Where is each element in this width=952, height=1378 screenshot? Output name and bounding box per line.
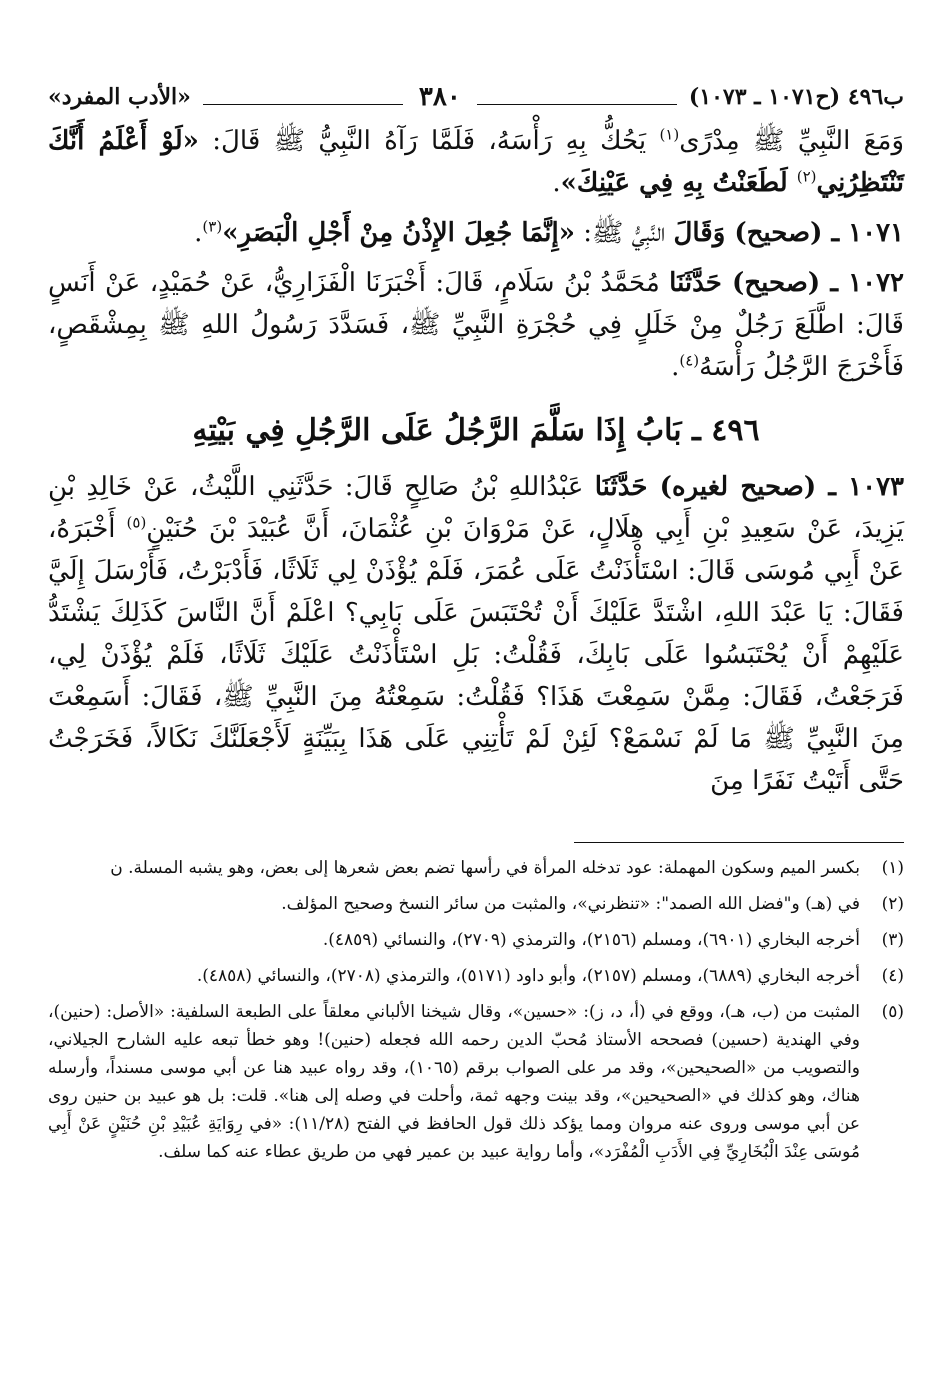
footnote-text: المثبت من (ب، هـ)، ووقع في (أ، د، ز): «حسين»، وقال شيخنا الألباني معلقاً على الطبعة السلفية: «الأصل: (حنين)، وفي الهندية (حسين) فصححه الأستاذ مُحبّ الدين رحمه الله فجعله (حنين)! وهو خطأ تبعه عليه الشارح الجيلاني، والتصويب من «الصحيحين»، وقد مر على الصواب برقم (١٠٦٥)، وقد رواه عبيد هنا عن أبي موسى مسنداً، وأرسله هناك، وهو كذلك في «الصحيحين»، وقد بينت وجهه ثمة، وأحلت في وصله إلى هنا». قلت: بل هو عبيد بن حنين روى عن أبي موسى وروى عنه مروان ومما يؤكد ذلك قول الحافظ في الفتح (١١/٢٨): «في رِوَايَةِ عُبَيْدِ بْنِ حُنَيْنٍ عَنْ أَبِي مُوسَى عِنْدَ الْبُخَارِيِّ فِي الأَدَبِ الْمُفْرَد»، وأما رواية عبيد بن عمير فهي من طريق عطاء عنه كما سلف.: [48, 1002, 861, 1162]
footnote-number: (١): [881, 858, 904, 878]
hadith-1071: ١٠٧١ ـ (صحيح) وَقَالَ النَّبِيُّ ﷺ: «إِنَّمَا جُعِلَ الإِذْنُ مِنْ أَجْلِ الْبَصَرِ»$^{(٣)}$.: [194, 217, 904, 248]
footnote-item: [48, 890, 904, 918]
footnote-number: (٥): [881, 1002, 904, 1022]
chapter-title: ٤٩٦ ـ بَابُ إِذَا سَلَّمَ الرَّجُلُ عَلَى الرَّجُلِ فِي بَيْتِهِ: [192, 413, 760, 448]
footnote-item: [48, 854, 904, 882]
hadith-1073: ١٠٧٣ ـ (صحيح لغيره) حَدَّثَنَا عَبْدُاللهِ بْنُ صَالِحٍ قَالَ: حَدَّثَنِي اللَّيْثُ، عَنْ خَالِدِ بْنِ يَزِيدَ، عَنْ سَعِيدِ بْنِ أَبِي هِلَالٍ، عَنْ مَرْوَانَ بْنِ عُثْمَانَ، أَنَّ عُبَيْدَ بْنَ حُنَيْنٍ$^{(٥)}$ أَخْبَرَهُ، عَنْ أَبِي مُوسَى قَالَ: اسْتَأْذَنْتُ عَلَى عُمَرَ، فَلَمْ يُؤْذَنْ لِي ثَلَاثًا، فَأَدْبَرْتُ، فَأَرْسَلَ إِلَيَّ فَقَالَ: يَا عَبْدَ اللهِ، اشْتَدَّ عَلَيْكَ أَنْ تُحْتَبَسَ عَلَى بَابِي؟ اعْلَمْ أَنَّ النَّاسَ كَذَلِكَ يَشْتَدُّ عَلَيْهِمْ أَنْ يُحْتَبَسُوا عَلَى بَابِكَ، فَقُلْتُ: بَلِ اسْتَأْذَنْتُ عَلَيْكَ ثَلَاثًا، فَلَمْ يُؤْذَنْ لِي، فَرَجَعْتُ، فَقَالَ: مِمَّنْ سَمِعْتَ هَذَا؟ فَقُلْتُ: سَمِعْتُهُ مِنَ النَّبِيِّ ﷺ، فَقَالَ: أَسَمِعْتَ مِنَ النَّبِيِّ ﷺ مَا لَمْ نَسْمَعْ؟ لَئِنْ لَمْ تَأْتِنِي عَلَى هَذَا بِبَيِّنَةٍ لَأَجْعَلَنَّكَ نَكَالاً، فَخَرَجْتُ حَتَّى أَتَيْتُ نَفَرًا مِنَ: [48, 472, 905, 796]
footnote-ref: (٣): [202, 217, 223, 236]
footnote-number: (٣): [881, 930, 904, 950]
main-text: [48, 120, 904, 810]
page-header: [48, 80, 904, 114]
footnote-number: (٤): [881, 966, 904, 986]
footnote-item: [48, 926, 904, 954]
footnote-text: في (هـ) و"فضل الله الصمد": «تنظرني»، والمثبت من سائر النسخ وصحيح المؤلف.: [281, 894, 860, 914]
footnote-text: بكسر الميم وسكون المهملة: عود تدخله المرأة في رأسها تضم بعض شعرها إلى بعض، وهو يشبه المسلة. ن: [110, 858, 860, 878]
page-number: ٣٨٠: [418, 82, 461, 112]
footnote-ref: (١): [659, 125, 680, 144]
footnotes: [48, 854, 904, 1174]
footnote-divider: [574, 842, 904, 843]
hadith-1072: ١٠٧٢ ـ (صحيح) حَدَّثَنَا مُحَمَّدُ بْنُ سَلَامٍ، قَالَ: أَخْبَرَنَا الْفَزَارِيُّ، عَنْ حُمَيْدٍ، عَنْ أَنَسٍ قَالَ: اطَّلَعَ رَجُلٌ مِنْ خَلَلٍ فِي حُجْرَةِ النَّبِيِّ ﷺ، فَسَدَّدَ رَسُولُ اللهِ ﷺ بِمِشْقَصٍ، فَأَخْرَجَ الرَّجُلُ رَأْسَهُ$^{(٤)}$.: [48, 268, 904, 382]
footnote-item: [48, 962, 904, 990]
footnote-number: (٢): [881, 894, 904, 914]
book-title: «الأدب المفرد»: [47, 84, 191, 110]
footnote-ref: (٤): [679, 351, 700, 370]
footnote-ref: (٢): [796, 167, 817, 186]
header-rule: [203, 90, 403, 105]
footnote-text: أخرجه البخاري (٦٩٠١)، ومسلم (٢١٥٦)، والترمذي (٢٧٠٩)، والنسائي (٤٨٥٩).: [322, 930, 860, 950]
footnote-text: أخرجه البخاري (٦٨٨٩)، ومسلم (٢١٥٧)، وأبو داود (٥١٧١)، والترمذي (٢٧٠٨)، والنسائي (٤٨٥٨).: [196, 966, 860, 986]
header-rule: [477, 90, 677, 105]
footnote-ref: (٥): [126, 513, 147, 532]
header-reference: ب٤٩٦ (ح١٠٧١ ـ ١٠٧٣): [688, 84, 904, 110]
footnote-item: [48, 998, 904, 1166]
paragraph-continuation: وَمَعَ النَّبِيِّ ﷺ مِدْرًى$^{(١)}$ يَحُكُّ بِهِ رَأْسَهُ، فَلَمَّا رَآهُ النَّبِيُّ ﷺ قَالَ: «لَوْ أَعْلَمُ أَنَّكَ تَنْتَظِرُنِي$^{(٢)}$ لَطَعَنْتُ بِهِ فِي عَيْنِكَ».: [48, 125, 905, 198]
